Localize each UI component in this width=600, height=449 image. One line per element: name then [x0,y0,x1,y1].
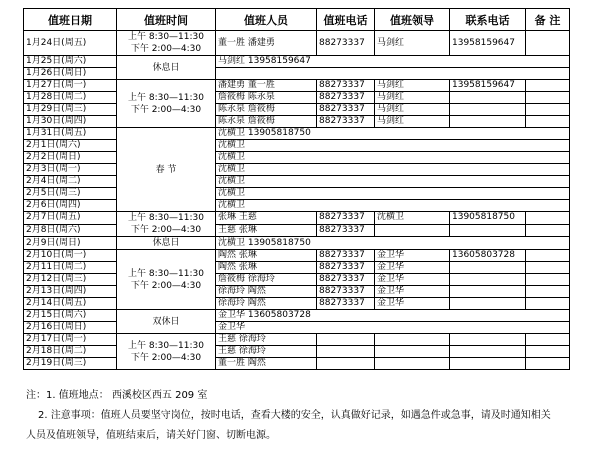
staff-cell: 詹筱梅 徐海玲 [216,274,317,286]
note-attention-cont: 人员及值班领导，值班结束后，请关好门窗、切断电源。 [26,430,276,441]
phone-cell [317,358,375,370]
phone-cell: 88273337 [317,31,375,56]
table-row [24,116,570,128]
contact-cell [450,334,526,346]
merged-staff-cell: 沈横卫 [216,188,570,200]
leader-cell: 金卫华 [375,286,450,298]
time-line: 下午 2:00—4:30 [130,280,202,291]
merged-staff-cell: 沈横卫 [216,176,570,188]
date-cell: 2月7日(周五) [24,212,117,225]
table-row [24,334,570,346]
date-cell: 2月11日(周二) [24,262,117,274]
contact-cell [450,298,526,310]
staff-cell: 徐海玲 陶然 [216,286,317,298]
merged-staff-cell: 沈横卫 [216,200,570,212]
table-row [24,262,570,274]
note-cell [526,298,570,310]
leader-cell: 马剑红 [375,116,450,128]
leader-cell: 马剑红 [375,31,450,56]
time-line: 上午 8:30—11:30 [127,32,204,42]
phone-cell: 88273337 [317,286,375,298]
time-cell [117,56,216,80]
staff-cell: 潘建勇 董一胜 [216,80,317,92]
table-row [24,164,570,176]
contact-cell [450,358,526,370]
date-cell: 1月26日(周日) [24,68,117,80]
time-line: 休息日 [152,62,180,73]
date-cell: 2月10日(周一) [24,250,117,262]
date-cell: 1月29日(周三) [24,104,117,116]
note-cell [526,286,570,298]
contact-cell [450,224,526,237]
contact-cell [450,262,526,274]
table-row [24,56,570,68]
date-cell: 1月27日(周一) [24,80,117,92]
staff-cell: 王慈 张琳 [216,224,317,237]
staff-cell: 王慈 徐海玲 [216,346,317,358]
contact-cell: 13905818750 [450,212,526,225]
merged-staff-cell: 金卫华 [216,322,570,334]
table-row [24,104,570,116]
table-row [24,92,570,104]
leader-cell [375,358,450,370]
date-cell: 2月14日(周五) [24,298,117,310]
table-row [24,188,570,200]
time-line: 春 节 [155,164,177,175]
header-leader: 值班领导 [375,9,450,31]
contact-cell: 13605803728 [450,250,526,262]
date-cell: 1月24日(周五) [24,31,117,56]
note-cell [526,274,570,286]
date-cell: 1月30日(周四) [24,116,117,128]
staff-cell: 徐海玲 陶然 [216,298,317,310]
table-row [24,152,570,164]
table-row [24,310,570,322]
date-cell: 1月31日(周五) [24,128,117,140]
header-note: 备 注 [526,9,570,31]
table-row [24,286,570,298]
leader-cell: 金卫华 [375,274,450,286]
merged-staff-cell: 沈横卫 [216,164,570,176]
contact-cell [450,116,526,128]
contact-cell: 13958159647 [450,31,526,56]
leader-cell: 马剑红 [375,104,450,116]
leader-cell: 金卫华 [375,250,450,262]
table-body [24,31,570,370]
leader-cell: 马剑红 [375,92,450,104]
duty-schedule-table [23,8,570,370]
phone-cell: 88273337 [317,104,375,116]
table-row [24,31,570,56]
staff-cell: 詹筱梅 陈永泉 [216,92,317,104]
contact-cell [450,286,526,298]
time-cell [117,334,216,370]
note-cell [526,212,570,225]
notes-section [23,386,583,446]
contact-cell [450,346,526,358]
time-cell [117,250,216,310]
contact-cell [450,104,526,116]
date-cell: 2月17日(周一) [24,334,117,346]
header-row [24,9,570,31]
phone-cell: 88273337 [317,116,375,128]
phone-cell: 88273337 [317,92,375,104]
time-line: 上午 8:30—11:30 [127,92,204,103]
date-cell: 1月25日(周六) [24,56,117,68]
table-row [24,80,570,92]
date-cell: 2月8日(周六) [24,224,117,237]
staff-cell: 王慈 徐海玲 [216,334,317,346]
date-cell: 2月18日(周二) [24,346,117,358]
staff-cell: 陈永泉 詹筱梅 [216,104,317,116]
date-cell: 2月12日(周三) [24,274,117,286]
staff-cell: 董一胜 陶然 [216,358,317,370]
merged-staff-cell: 金卫华 13605803728 [216,310,570,322]
note-cell [526,358,570,370]
staff-cell: 董一胜 潘建勇 [216,31,317,56]
time-line: 上午 8:30—11:30 [127,268,204,279]
header-contact: 联系电话 [450,9,526,31]
contact-cell [450,92,526,104]
note-cell [526,116,570,128]
time-line: 下午 2:00—4:30 [130,104,202,115]
note-cell [526,31,570,56]
note-cell [526,334,570,346]
time-line: 下午 2:00—4:30 [130,352,202,363]
time-cell [117,31,216,56]
phone-cell: 88273337 [317,224,375,237]
note-cell [526,346,570,358]
date-cell: 2月1日(周六) [24,140,117,152]
phone-cell: 88273337 [317,262,375,274]
table-row [24,358,570,370]
leader-cell: 沈横卫 [375,212,450,225]
time-line: 上午 8:30—11:30 [127,340,204,351]
date-cell: 2月6日(周四) [24,200,117,212]
time-cell [117,128,216,212]
leader-cell [375,346,450,358]
header-phone: 值班电话 [317,9,375,31]
time-line: 下午 2:00—4:30 [130,225,202,235]
date-cell: 2月15日(周六) [24,310,117,322]
table-row [24,298,570,310]
note-cell [526,250,570,262]
date-cell: 2月19日(周三) [24,358,117,370]
table-row [24,140,570,152]
header-date: 值班日期 [24,9,117,31]
phone-cell: 88273337 [317,298,375,310]
time-cell [117,310,216,334]
staff-cell: 陶然 张琳 [216,262,317,274]
table-row [24,322,570,334]
time-line: 上午 8:30—11:30 [127,213,204,223]
leader-cell: 金卫华 [375,298,450,310]
table-row [24,274,570,286]
time-cell [117,212,216,237]
leader-cell [375,224,450,237]
merged-staff-cell: 沈横卫 [216,152,570,164]
time-cell [117,237,216,250]
phone-cell: 88273337 [317,250,375,262]
table-row [24,128,570,140]
note-cell [526,92,570,104]
date-cell: 2月13日(周四) [24,286,117,298]
note-cell [526,104,570,116]
note-location: 注：1. 值班地点： 西溪校区西五 209 室 [26,390,208,401]
table-row [24,250,570,262]
merged-staff-cell [216,68,570,80]
contact-cell [450,274,526,286]
table-row [24,212,570,225]
staff-cell: 陈永泉 詹筱梅 [216,116,317,128]
time-cell [117,80,216,128]
date-cell: 2月5日(周三) [24,188,117,200]
time-line: 下午 2:00—4:30 [130,44,202,54]
note-cell [526,262,570,274]
phone-cell: 88273337 [317,212,375,225]
phone-cell [317,346,375,358]
date-cell: 2月4日(周二) [24,176,117,188]
note-cell [526,80,570,92]
date-cell: 2月3日(周一) [24,164,117,176]
time-line: 休息日 [152,238,180,248]
phone-cell: 88273337 [317,274,375,286]
note-cell [526,224,570,237]
table-row [24,200,570,212]
staff-cell: 张琳 王慈 [216,212,317,225]
phone-cell: 88273337 [317,80,375,92]
table-row [24,176,570,188]
leader-cell: 马剑红 [375,80,450,92]
header-time: 值班时间 [117,9,216,31]
table-row [24,237,570,250]
staff-cell: 陶然 张琳 [216,250,317,262]
time-line: 双休日 [152,316,180,327]
header-staff: 值班人员 [216,9,317,31]
leader-cell: 金卫华 [375,262,450,274]
merged-staff-cell: 沈横卫 13905818750 [216,128,570,140]
date-cell: 2月2日(周日) [24,152,117,164]
note-attention: 2. 注意事项：值班人员要坚守岗位，按时电话，查看大楼的安全，认真做好记录，如遇急件或急事，请及时通知相关 [38,410,551,421]
merged-staff-cell: 沈横卫 13905818750 [216,237,570,250]
merged-staff-cell: 沈横卫 [216,140,570,152]
leader-cell [375,334,450,346]
date-cell: 2月9日(周日) [24,237,117,250]
merged-staff-cell: 马剑红 13958159647 [216,56,570,68]
phone-cell [317,334,375,346]
table-row [24,68,570,80]
table-row [24,346,570,358]
contact-cell: 13958159647 [450,80,526,92]
table-row [24,224,570,237]
date-cell: 2月16日(周日) [24,322,117,334]
date-cell: 1月28日(周二) [24,92,117,104]
